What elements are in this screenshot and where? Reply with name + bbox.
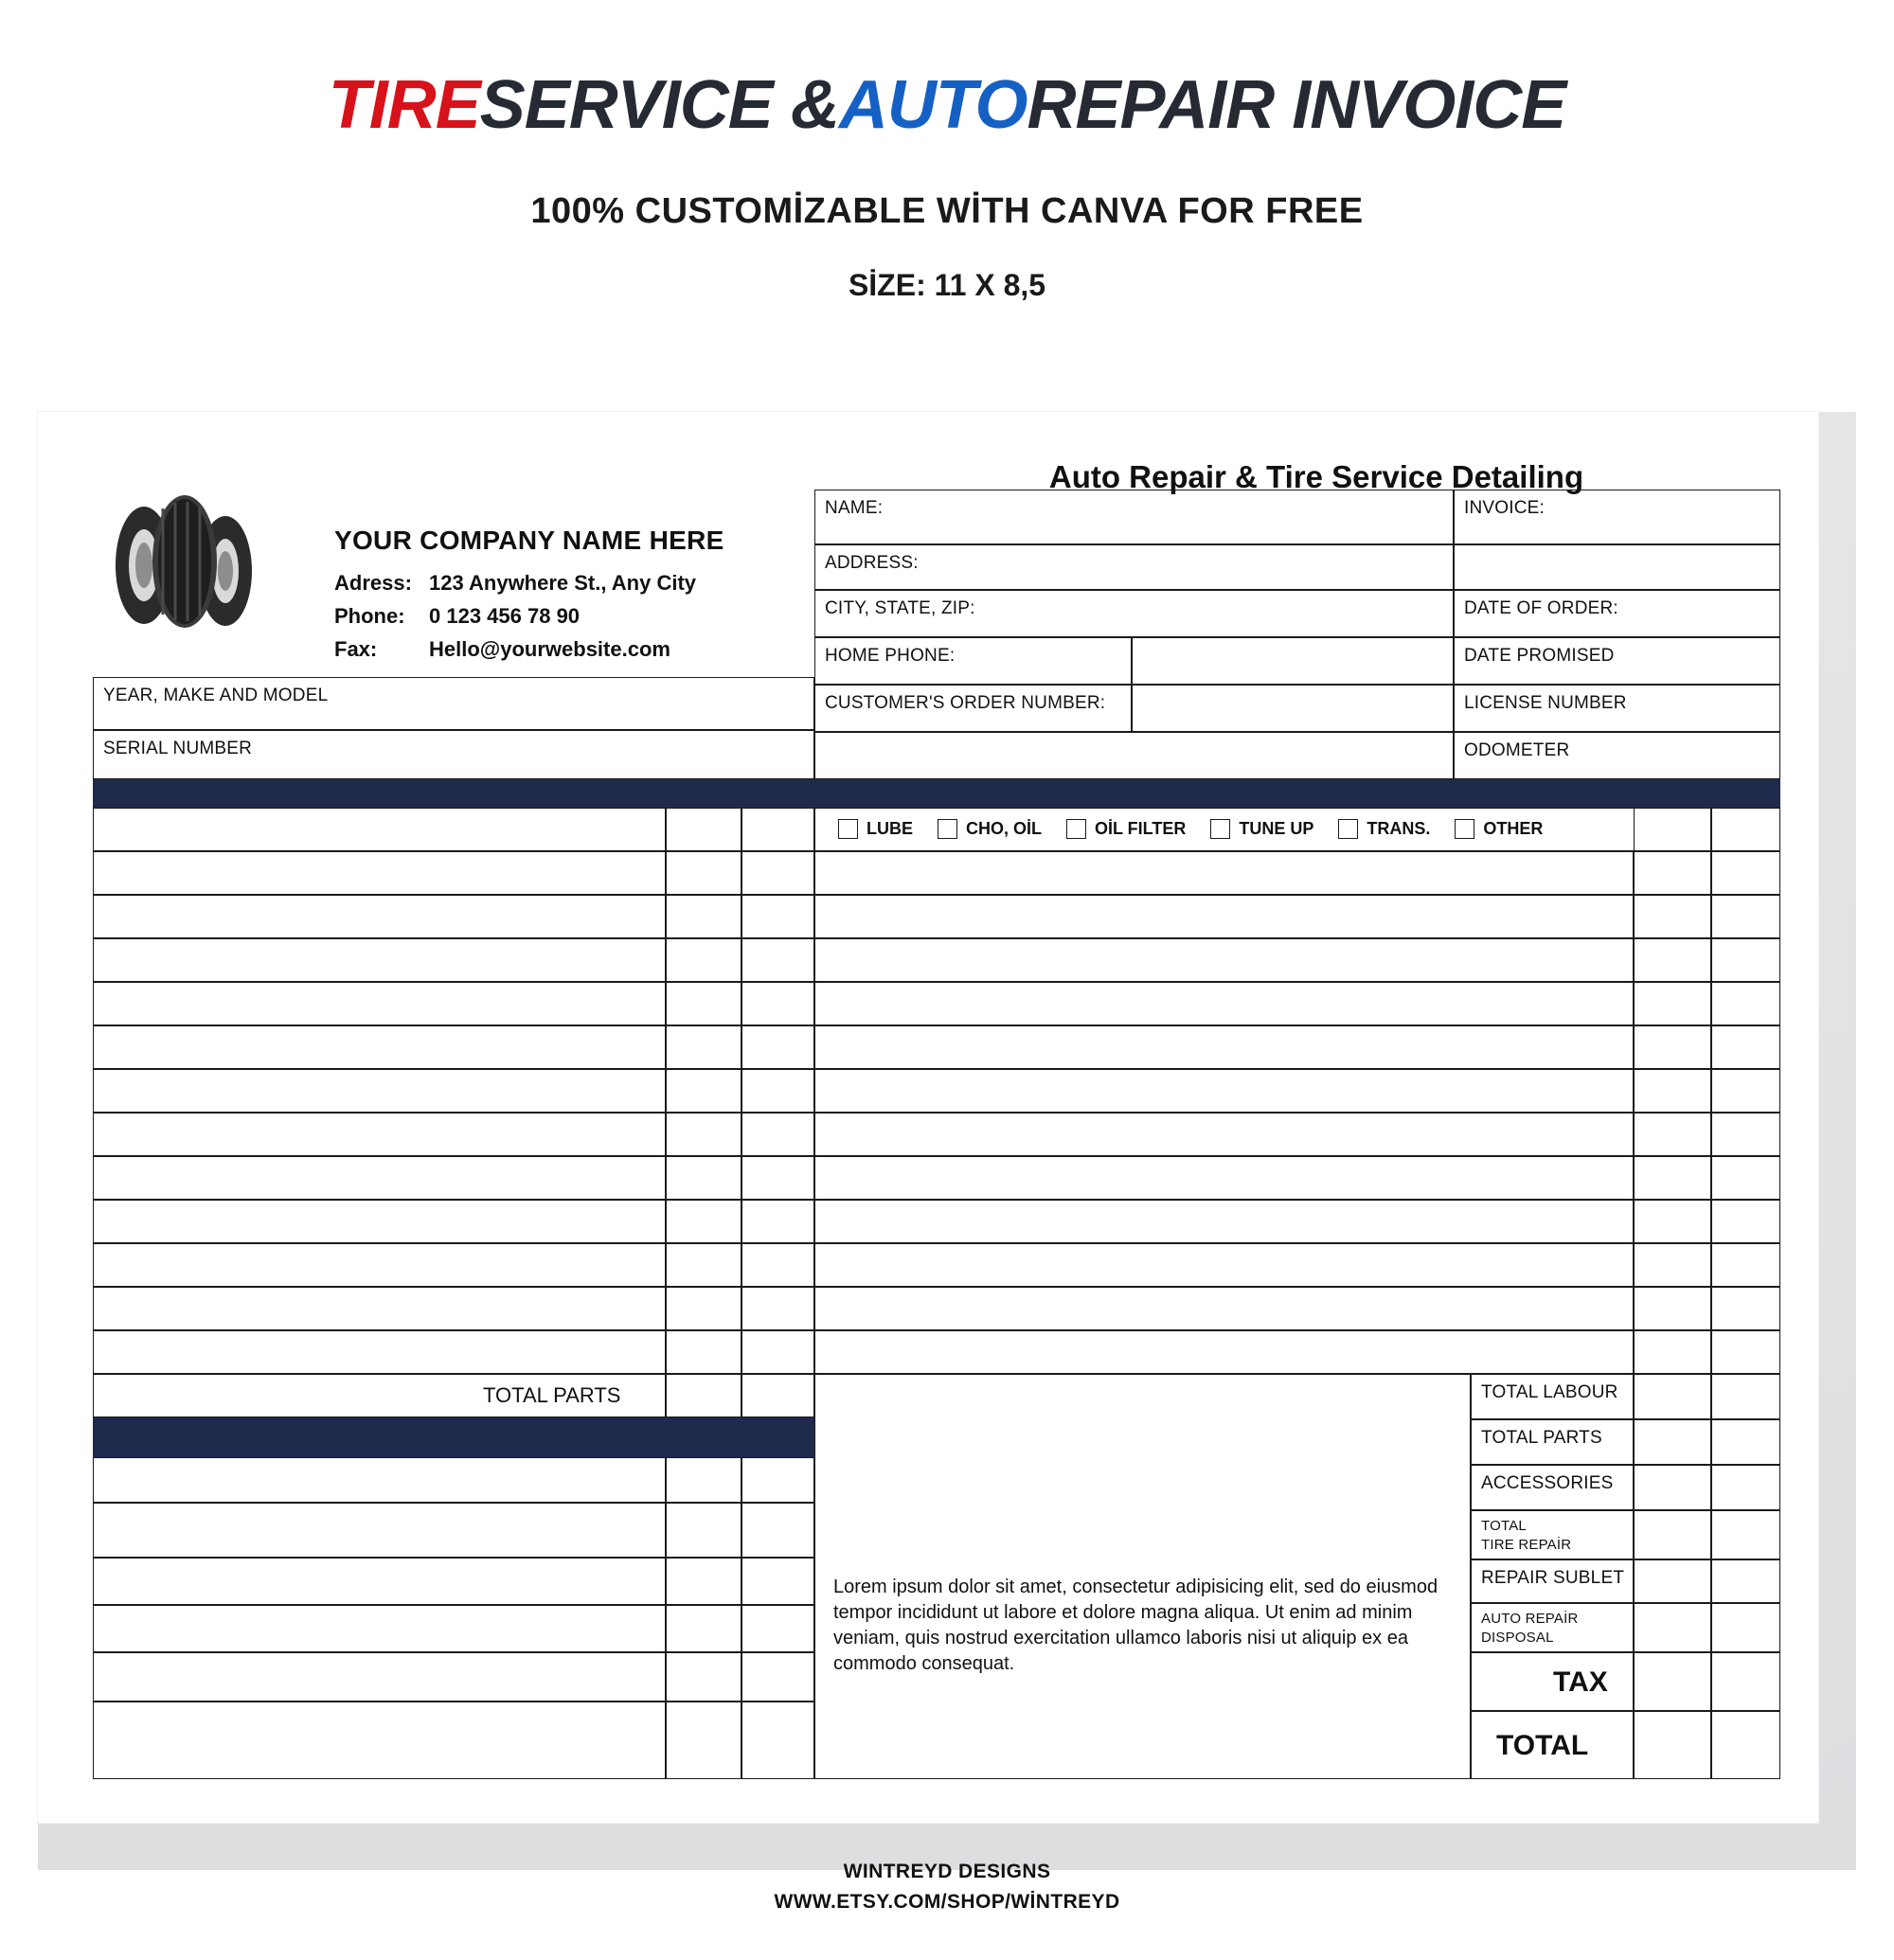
field-city-state-zip[interactable] — [814, 590, 1454, 637]
field-year-make-model[interactable] — [93, 677, 814, 730]
summary-tax[interactable] — [1471, 1652, 1634, 1711]
field-address-label: ADDRESS: — [825, 553, 919, 573]
grid-cell[interactable] — [1634, 1200, 1711, 1243]
service-row[interactable] — [814, 1113, 1634, 1156]
page-title — [0, 66, 1894, 144]
footer-url[interactable]: WWW.ETSY.COM/SHOP/WİNTREYD — [774, 1891, 1120, 1913]
line-row[interactable] — [93, 808, 666, 851]
lower-line-row[interactable] — [93, 1457, 666, 1503]
field-home-phone-label: HOME PHONE: — [825, 646, 956, 666]
grid-cell[interactable] — [666, 808, 814, 851]
grid-cell[interactable] — [1711, 895, 1780, 938]
summary-repair-sublet[interactable] — [1471, 1559, 1634, 1603]
invoice-sheet — [38, 412, 1856, 1870]
field-serial-number-value[interactable] — [814, 732, 1454, 779]
checkbox-oil-filter-label: OİL FILTER — [1095, 819, 1187, 838]
field-serial-number[interactable] — [93, 730, 814, 779]
grid-cell[interactable] — [666, 1652, 742, 1702]
grid-cell[interactable] — [1711, 808, 1780, 851]
grid-cell[interactable] — [1711, 1374, 1780, 1419]
grid-cell[interactable] — [1711, 1419, 1780, 1465]
summary-repair-sublet-label: REPAIR SUBLET — [1481, 1568, 1625, 1588]
grid-cell[interactable] — [666, 895, 814, 938]
checkbox-trans-label: TRANS. — [1367, 819, 1431, 838]
line-row[interactable] — [93, 1156, 666, 1200]
grid-cell[interactable] — [1634, 938, 1711, 982]
summary-total-parts[interactable] — [1471, 1419, 1634, 1465]
line-row[interactable] — [93, 895, 666, 938]
field-order-number-label: CUSTOMER'S ORDER NUMBER: — [825, 693, 1106, 713]
company-address-label: Adress: — [334, 571, 412, 595]
grid-cell[interactable] — [1634, 1243, 1711, 1287]
line-row[interactable] — [93, 1330, 666, 1374]
grid-cell[interactable] — [666, 1069, 814, 1113]
field-serial-number-label: SERIAL NUMBER — [103, 739, 253, 758]
line-row[interactable] — [93, 851, 666, 895]
checkbox-trans[interactable] — [1338, 819, 1430, 839]
field-year-make-model-label: YEAR, MAKE AND MODEL — [103, 686, 329, 705]
service-row[interactable] — [814, 938, 1634, 982]
service-checkboxes — [838, 819, 1567, 839]
line-row[interactable] — [93, 1069, 666, 1113]
company-contact — [334, 571, 696, 670]
paper — [38, 412, 1818, 1823]
grid-cell[interactable] — [666, 1374, 814, 1417]
checkbox-tune-up[interactable] — [1210, 819, 1313, 839]
field-date-promised[interactable] — [1454, 637, 1780, 685]
grid-cell[interactable] — [1711, 1330, 1780, 1374]
page-size-line: SİZE: 11 X 8,5 — [848, 268, 1046, 302]
service-row[interactable] — [814, 1243, 1634, 1287]
line-row[interactable] — [93, 1025, 666, 1069]
document-title: Auto Repair & Tire Service Detailing — [1048, 459, 1584, 494]
grid-cell[interactable] — [1634, 1069, 1711, 1113]
grid-cell[interactable] — [666, 982, 814, 1025]
summary-total-label: TOTAL — [1496, 1730, 1589, 1761]
footer-brand: WINTREYD DESIGNS — [843, 1861, 1051, 1882]
summary-total-labour[interactable] — [1471, 1374, 1634, 1419]
line-row[interactable] — [93, 1287, 666, 1330]
grid-cell[interactable] — [666, 1605, 742, 1652]
summary-accessories[interactable] — [1471, 1465, 1634, 1510]
grid-cell[interactable] — [1634, 895, 1711, 938]
grid-cell[interactable] — [1634, 1330, 1711, 1374]
grid-cell[interactable] — [666, 1457, 742, 1503]
lower-line-row[interactable] — [93, 1503, 666, 1558]
grid-cell[interactable] — [1634, 1113, 1711, 1156]
grid-cell[interactable] — [666, 1025, 814, 1069]
grid-cell[interactable] — [1711, 1025, 1780, 1069]
lower-line-row[interactable] — [93, 1605, 666, 1652]
checkbox-cho-oil[interactable] — [938, 819, 1042, 839]
line-row[interactable] — [93, 938, 666, 982]
checkbox-cho-oil-box[interactable] — [938, 819, 957, 839]
field-address[interactable] — [814, 544, 1454, 590]
company-name: YOUR COMPANY NAME HERE — [334, 526, 724, 555]
grid-cell[interactable] — [1711, 982, 1780, 1025]
summary-auto-repair-disposal[interactable] — [1471, 1603, 1634, 1652]
service-row[interactable] — [814, 1200, 1634, 1243]
field-home-phone[interactable] — [814, 637, 1132, 685]
field-order-number-value[interactable] — [1132, 685, 1454, 732]
grid-cell[interactable] — [1711, 1465, 1780, 1510]
total-parts-label: TOTAL PARTS — [483, 1383, 621, 1407]
field-date-of-order[interactable] — [1454, 590, 1780, 637]
grid-cell[interactable] — [1711, 1069, 1780, 1113]
grid-cell[interactable] — [1711, 1200, 1780, 1243]
grid-cell[interactable] — [1711, 1113, 1780, 1156]
grid-cell[interactable] — [1634, 1711, 1711, 1779]
summary-total-parts-label: TOTAL PARTS — [1481, 1428, 1602, 1448]
grid-cell[interactable] — [666, 1200, 814, 1243]
company-fax-value: Hello@yourwebsite.com — [429, 637, 670, 661]
field-date-of-order-label: DATE OF ORDER: — [1464, 598, 1618, 618]
navy-divider-top — [93, 779, 1780, 808]
checkbox-other-label: OTHER — [1483, 819, 1544, 838]
field-home-phone-value[interactable] — [1132, 637, 1454, 685]
grid-cell[interactable] — [1634, 1465, 1711, 1510]
field-license-number[interactable] — [1454, 685, 1780, 732]
grid-cell[interactable] — [742, 1558, 814, 1605]
grid-cell[interactable] — [1634, 1156, 1711, 1200]
summary-total-tire-repair-label-2: TIRE REPAİR — [1481, 1537, 1572, 1553]
field-license-number-label: LICENSE NUMBER — [1464, 693, 1627, 713]
grid-cell[interactable] — [666, 1243, 814, 1287]
grid-cell[interactable] — [666, 1113, 814, 1156]
company-fax-label: Fax: — [334, 637, 378, 661]
line-row[interactable] — [93, 1243, 666, 1287]
grid-cell[interactable] — [1634, 982, 1711, 1025]
grid-cell[interactable] — [742, 1503, 814, 1558]
summary-auto-repair-disposal-label-2: DISPOSAL — [1481, 1630, 1554, 1646]
summary-tax-label: TAX — [1553, 1666, 1608, 1698]
tire-logo-icon — [104, 488, 265, 639]
grid-cell[interactable] — [666, 1558, 742, 1605]
checkbox-cho-oil-label: CHO, OİL — [966, 819, 1042, 838]
title-word-repair-invoice: REPAIR INVOICE — [1027, 67, 1566, 143]
grid-cell[interactable] — [1634, 851, 1711, 895]
grid-cell[interactable] — [1634, 808, 1711, 851]
grid-cell[interactable] — [742, 1652, 814, 1702]
grid-cell[interactable] — [1634, 1510, 1711, 1559]
company-phone-row — [334, 604, 696, 629]
grid-cell[interactable] — [1634, 1559, 1711, 1603]
company-phone-label: Phone: — [334, 604, 405, 628]
grid-cell[interactable] — [1711, 851, 1780, 895]
grid-cell[interactable] — [1634, 1287, 1711, 1330]
grid-cell[interactable] — [666, 1287, 814, 1330]
field-invoice-label: INVOICE: — [1464, 498, 1546, 518]
title-word-auto: AUTO — [838, 67, 1027, 143]
service-row[interactable] — [814, 1025, 1634, 1069]
page-subtitle: 100% CUSTOMİZABLE WİTH CANVA FOR FREE — [530, 191, 1364, 231]
grid-cell[interactable] — [1711, 1156, 1780, 1200]
grid-cell[interactable] — [1634, 1419, 1711, 1465]
checkbox-lube-label: LUBE — [867, 819, 913, 838]
checkbox-lube-box[interactable] — [838, 819, 858, 839]
checkbox-oil-filter-box[interactable] — [1066, 819, 1086, 839]
field-order-number[interactable] — [814, 685, 1132, 732]
footer — [0, 1861, 1894, 1921]
company-fax-row — [334, 637, 696, 662]
summary-total-tire-repair[interactable] — [1471, 1510, 1634, 1559]
service-row[interactable] — [814, 851, 1634, 895]
field-invoice[interactable] — [1454, 490, 1780, 544]
grid-cell[interactable] — [1711, 1711, 1780, 1779]
summary-total-labour-label: TOTAL LABOUR — [1481, 1382, 1618, 1402]
grid-cell[interactable] — [742, 1605, 814, 1652]
lower-line-row[interactable] — [93, 1558, 666, 1605]
grid-cell[interactable] — [1634, 1025, 1711, 1069]
field-invoice-value[interactable] — [1454, 544, 1780, 590]
service-row[interactable] — [814, 1069, 1634, 1113]
field-date-promised-label: DATE PROMISED — [1464, 646, 1615, 666]
summary-auto-repair-disposal-label-1: AUTO REPAİR — [1481, 1611, 1579, 1627]
grid-cell[interactable] — [666, 1702, 742, 1779]
grid-cell[interactable] — [666, 1330, 814, 1374]
navy-divider-bottom — [93, 1417, 814, 1457]
checkbox-lube[interactable] — [838, 819, 913, 839]
grid-cell[interactable] — [1711, 1603, 1780, 1652]
title-word-tire: TIRE — [328, 67, 480, 143]
grid-cell[interactable] — [1634, 1652, 1711, 1711]
grid-cell[interactable] — [666, 1156, 814, 1200]
summary-accessories-label: ACCESSORIES — [1481, 1473, 1614, 1493]
grid-cell[interactable] — [666, 851, 814, 895]
company-address-value: 123 Anywhere St., Any City — [429, 571, 697, 595]
checkbox-tune-up-label: TUNE UP — [1239, 819, 1314, 838]
checkbox-tune-up-box[interactable] — [1210, 819, 1230, 839]
line-row[interactable] — [93, 1113, 666, 1156]
grid-cell[interactable] — [1711, 1559, 1780, 1603]
grid-cell[interactable] — [1711, 1243, 1780, 1287]
checkbox-oil-filter[interactable] — [1066, 819, 1186, 839]
lower-line-row[interactable] — [93, 1702, 666, 1779]
service-row[interactable] — [814, 895, 1634, 938]
field-odometer-label: ODOMETER — [1464, 740, 1570, 760]
checkbox-trans-box[interactable] — [1338, 819, 1358, 839]
grid-cell[interactable] — [1711, 1510, 1780, 1559]
company-phone-value: 0 123 456 78 90 — [429, 604, 581, 628]
checkbox-other[interactable] — [1455, 819, 1543, 839]
title-word-service: SERVICE & — [479, 67, 839, 143]
checkbox-other-box[interactable] — [1455, 819, 1474, 839]
grid-cell[interactable] — [666, 938, 814, 982]
field-odometer[interactable] — [1454, 732, 1780, 779]
grid-cell[interactable] — [666, 1503, 742, 1558]
line-row[interactable] — [93, 982, 666, 1025]
service-row[interactable] — [814, 982, 1634, 1025]
field-name[interactable] — [814, 490, 1454, 544]
company-address-row — [334, 571, 696, 596]
field-name-label: NAME: — [825, 498, 884, 518]
field-city-state-zip-label: CITY, STATE, ZIP: — [825, 598, 975, 618]
grid-cell[interactable] — [1711, 1652, 1780, 1711]
lower-line-row[interactable] — [93, 1652, 666, 1702]
notes-text: Lorem ipsum dolor sit amet, consectetur adipisicing elit, sed do eiusmod tempor incididunt ut labore et dolore magna aliqua. Ut enim ad minim veniam, quis nostrud exercitation ullamco laboris nisi ut aliquip ex ea commodo consequat. — [833, 1577, 1438, 1674]
grid-cell[interactable] — [1711, 1287, 1780, 1330]
grid-cell[interactable] — [742, 1702, 814, 1779]
grid-cell[interactable] — [742, 1457, 814, 1503]
service-row[interactable] — [814, 1287, 1634, 1330]
grid-cell[interactable] — [1634, 1374, 1711, 1419]
grid-cell[interactable] — [1711, 938, 1780, 982]
service-row[interactable] — [814, 1330, 1634, 1374]
service-row[interactable] — [814, 1156, 1634, 1200]
summary-total-tire-repair-label-1: TOTAL — [1481, 1518, 1527, 1534]
grid-cell[interactable] — [1634, 1603, 1711, 1652]
line-row[interactable] — [93, 1200, 666, 1243]
